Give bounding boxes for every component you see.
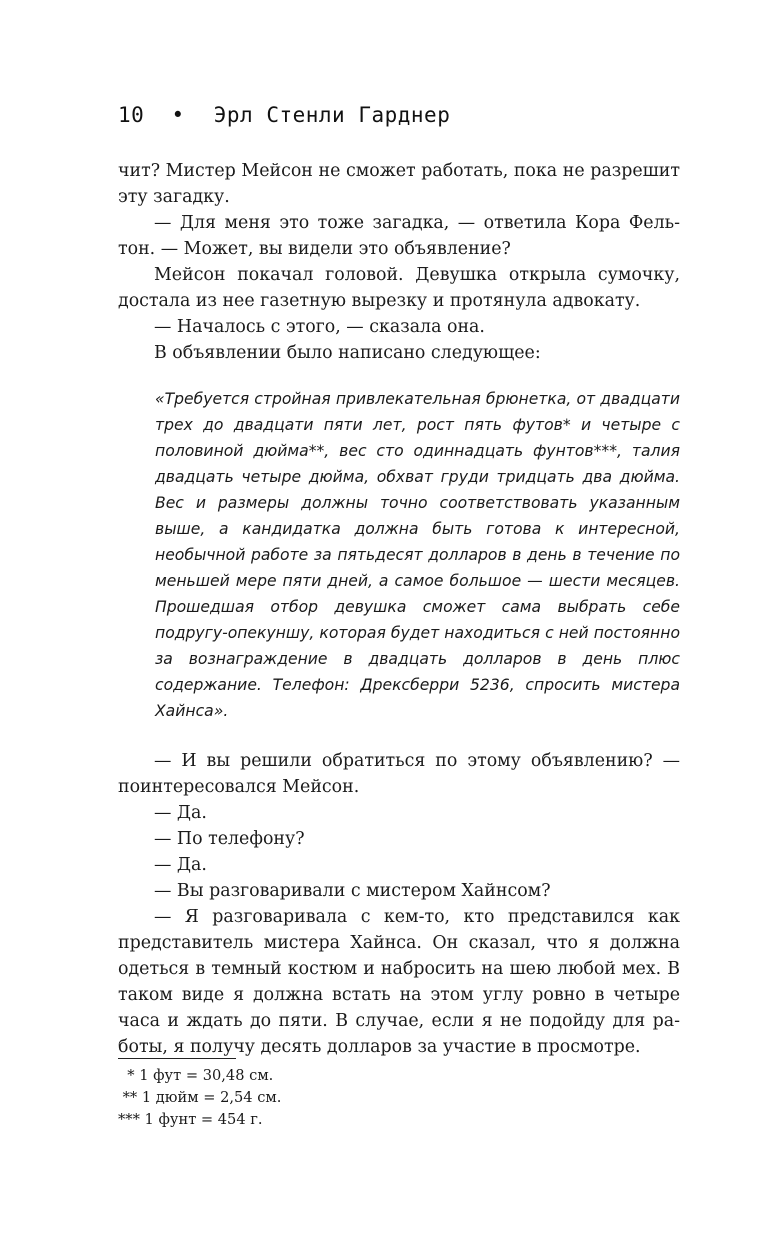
footnote-divider (118, 1058, 236, 1059)
footnote: *** 1 фунт = 454 г. (118, 1111, 263, 1128)
dialogue-line: — По телефону? (154, 829, 305, 849)
running-head-separator: • (171, 103, 185, 127)
dialogue-line: — Я разговаривала с кем-то, кто представился как представитель мистера Хайнса. Он сказал, что я должна одеться в темный костюм и набросить на шею любой мех. В таком виде я должна встать на этом углу ровно в четыре часа и ждать до пяти. В случае, если я не подойду для работы, я получу десять долларов за участие в просмотре. (118, 907, 680, 1057)
dialogue-line: — Да. (154, 855, 207, 875)
dialogue-line: — И вы решили обратиться по этому объявлению? — поинтересовался Мейсон. (118, 751, 680, 797)
paragraph: Мейсон покачал головой. Девушка открыла сумочку, достала из нее газетную вырезку и протянула адвокату. (118, 265, 680, 311)
paragraph: — Для меня это тоже загадка, — ответила Кора Фельтон. — Может, вы видели это объявление? (118, 213, 680, 259)
advertisement-quote: «Требуется стройная привлекательная брюнетка, от двадцати трех до двадцати пяти лет, рост пять футов* и четыре с половиной дюйма**, вес сто одиннадцать фунтов***, талия двадцать четыре дюйма, обхват груди тридцать два дюйма. Вес и размеры должны точно соответствовать указанным выше, а кандидатка должна быть готова к интересной, необычной работе за пятьдесят долларов в день в течение по меньшей мере пяти дней, а самое большое — шести месяцев. Прошедшая отбор девушка сможет сама выбрать себе подругу-опекуншу, которая будет находиться с ней постоянно за вознаграждение в двадцать долларов в день плюс содержание. Телефон: Дрексберри 5236, спросить мистера Хайнса». (155, 390, 680, 720)
paragraph: чит? Мистер Мейсон не сможет работать, пока не разрешит эту загадку. (118, 161, 680, 207)
footnotes (118, 1065, 281, 1131)
footnote: * 1 фут = 30,48 см. (118, 1067, 274, 1084)
paragraph: — Началось с этого, — сказала она. (154, 317, 485, 337)
book-author-title: Эрл Стенли Гарднер (213, 103, 451, 127)
footnote: ** 1 дюйм = 2,54 см. (118, 1089, 282, 1106)
dialogue-line: — Да. (154, 803, 207, 823)
body-text (118, 158, 680, 1060)
paragraph: В объявлении было написано следующее: (154, 343, 541, 363)
running-head (118, 103, 450, 127)
page-number: 10 (118, 103, 145, 127)
dialogue-line: — Вы разговаривали с мистером Хайнсом? (154, 881, 551, 901)
